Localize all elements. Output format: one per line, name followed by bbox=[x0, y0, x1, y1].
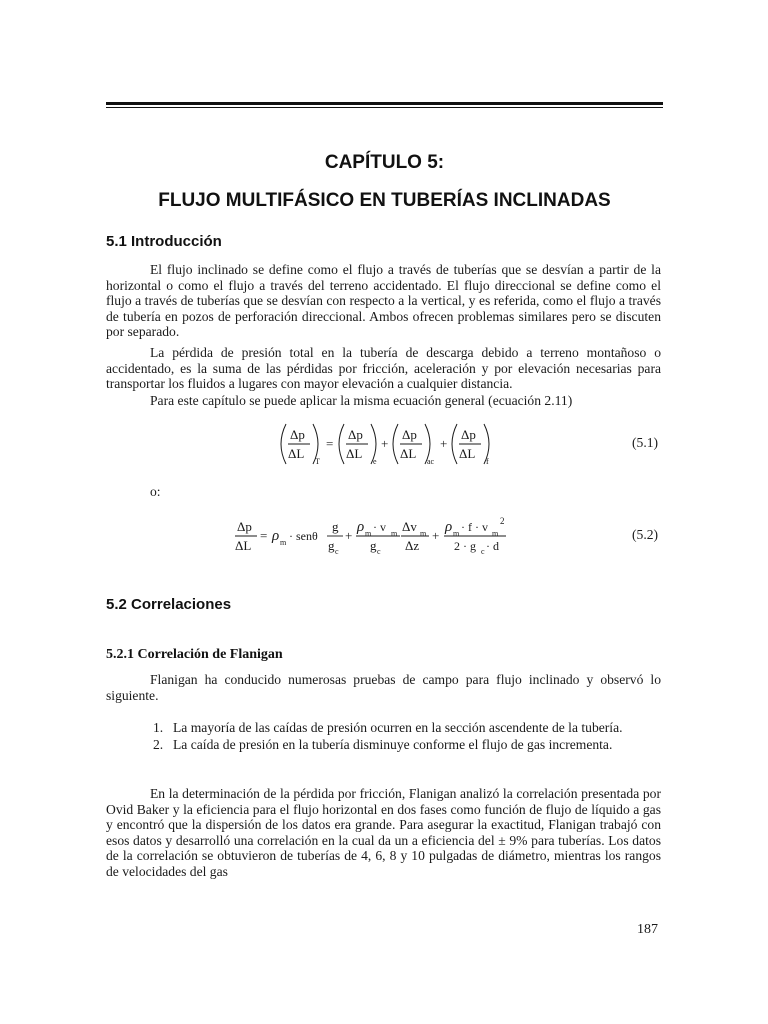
eq1-sub-f: f bbox=[486, 457, 489, 466]
eq1-equals: = bbox=[326, 436, 334, 451]
equation-number-5-1: (5.1) bbox=[632, 435, 659, 450]
list-item-number: 2. bbox=[153, 736, 164, 752]
list-item bbox=[106, 737, 661, 753]
chapter-title: FLUJO MULTIFÁSICO EN TUBERÍAS INCLINADAS bbox=[158, 190, 611, 211]
top-rule-thin bbox=[106, 107, 663, 108]
eq2-rho-2: ρ bbox=[357, 519, 365, 535]
eq2-rho-3: ρ bbox=[445, 519, 453, 535]
section-heading-introduccion: 5.1 Introducción bbox=[106, 233, 222, 250]
list-item-text: La caída de presión en la tubería disminuye conforme el flujo de gas incrementa. bbox=[173, 736, 613, 752]
page-number: 187 bbox=[637, 922, 658, 937]
list-item-number: 1. bbox=[153, 720, 164, 735]
eq2-m-2: m bbox=[365, 529, 372, 538]
equation-5-1 bbox=[270, 420, 510, 470]
eq2-dv: Δv bbox=[402, 519, 417, 534]
section-heading-correlaciones: 5.2 Correlaciones bbox=[106, 596, 232, 613]
eq1-sub-e: e bbox=[373, 457, 377, 466]
eq2-m-1: m bbox=[280, 538, 287, 547]
eq2-dz: Δz bbox=[405, 538, 420, 553]
chapter-label: CAPÍTULO 5: bbox=[324, 152, 445, 173]
eq1-den-f: ΔL bbox=[459, 446, 476, 461]
eq2-c-1: c bbox=[335, 547, 339, 556]
paragraph-ecuacion-general: Para este capítulo se puede aplicar la misma ecuación general (ecuación 2.11) bbox=[150, 393, 573, 408]
list-item bbox=[106, 720, 661, 736]
eq1-den-ac: ΔL bbox=[400, 446, 417, 461]
eq2-c-2: c bbox=[377, 547, 381, 556]
eq1-sub-t: T bbox=[315, 457, 320, 466]
eq2-c-3: c bbox=[481, 547, 485, 556]
eq2-m-4: m bbox=[420, 529, 427, 538]
eq2-dot-d: · d bbox=[486, 539, 499, 553]
eq2-den3: 2 · g bbox=[454, 539, 476, 553]
or-label: o: bbox=[150, 484, 161, 499]
equation-number-5-2: (5.2) bbox=[632, 527, 659, 542]
eq2-plus-2: + bbox=[432, 528, 440, 543]
eq2-equals: = bbox=[260, 528, 268, 543]
eq2-lhs-num: Δp bbox=[237, 519, 252, 534]
eq2-g: g bbox=[332, 519, 339, 534]
eq1-plus-1: + bbox=[381, 436, 389, 451]
eq1-num-t: Δp bbox=[290, 427, 305, 442]
observations-list bbox=[106, 720, 661, 752]
paragraph-flujo-inclinado: El flujo inclinado se define como el flujo a través de tuberías que se desvían a partir de la horizontal o como el flujo a través del terreno accidentado. El flujo direccional se define como el flujo a través de tuberías que se desvían con respecto a la vertical, y es referida, como el flujo a través de tubería en pozos de perforación direccional. Ambos ofrecen problemas similares pero se discuten por separado. bbox=[106, 262, 661, 339]
eq2-gc-2: g bbox=[370, 538, 377, 553]
eq1-plus-2: + bbox=[440, 436, 448, 451]
eq2-sen-theta: · senθ bbox=[289, 529, 318, 543]
paragraph-flanigan-perdida: En la determinación de la pérdida por fricción, Flanigan analizó la correlación presentada por Ovid Baker y la eficiencia para el flujo horizontal en dos fases como función de flujo de líquido a gas y encontró que la dispersión de los datos era grande. Para asegurar la exactitud, Flanigan trabajó con esos datos y desarrolló una correlación en la cual da un a eficiencia del ± 9% para tuberías. Los datos de la correlación se obtuvieron de tuberías de 4, 6, 8 y 10 pulgadas de diámetro, mientras los rangos de velocidades del gas bbox=[106, 786, 661, 879]
eq2-m-5: m bbox=[453, 529, 460, 538]
eq1-sub-ac: ac bbox=[427, 457, 435, 466]
eq1-den-e: ΔL bbox=[346, 446, 363, 461]
eq2-m-6: m bbox=[492, 529, 499, 538]
eq2-plus-1: + bbox=[345, 528, 353, 543]
eq1-num-ac: Δp bbox=[402, 427, 417, 442]
eq1-num-f: Δp bbox=[461, 427, 476, 442]
paragraph-flanigan-intro: Flanigan ha conducido numerosas pruebas de campo para flujo inclinado y observó lo siguiente. bbox=[106, 672, 661, 703]
eq2-dot-v: · v bbox=[373, 520, 386, 534]
subsection-heading-flanigan: 5.2.1 Correlación de Flanigan bbox=[106, 647, 283, 662]
eq2-lhs-den: ΔL bbox=[235, 538, 252, 553]
eq1-den-t: ΔL bbox=[288, 446, 305, 461]
top-rule-thick bbox=[106, 102, 663, 105]
eq2-square: 2 bbox=[500, 516, 505, 526]
eq1-num-e: Δp bbox=[348, 427, 363, 442]
eq2-rho-1: ρ bbox=[272, 528, 280, 544]
eq2-f-v: · f · v bbox=[461, 520, 488, 534]
list-item-text: La mayoría de las caídas de presión ocurren en la sección ascendente de la tubería. bbox=[173, 720, 623, 735]
eq2-m-3: m bbox=[391, 529, 398, 538]
paragraph-perdida-presion: La pérdida de presión total en la tubería de descarga debido a terreno montañoso o accidentado, es la suma de las pérdidas por fricción, aceleración y por elevación necesarias para transportar los fluidos a lugares con mayor elevación a cualquier distancia. bbox=[106, 345, 661, 391]
eq2-gc-1: g bbox=[328, 538, 335, 553]
equation-5-2 bbox=[232, 512, 532, 562]
